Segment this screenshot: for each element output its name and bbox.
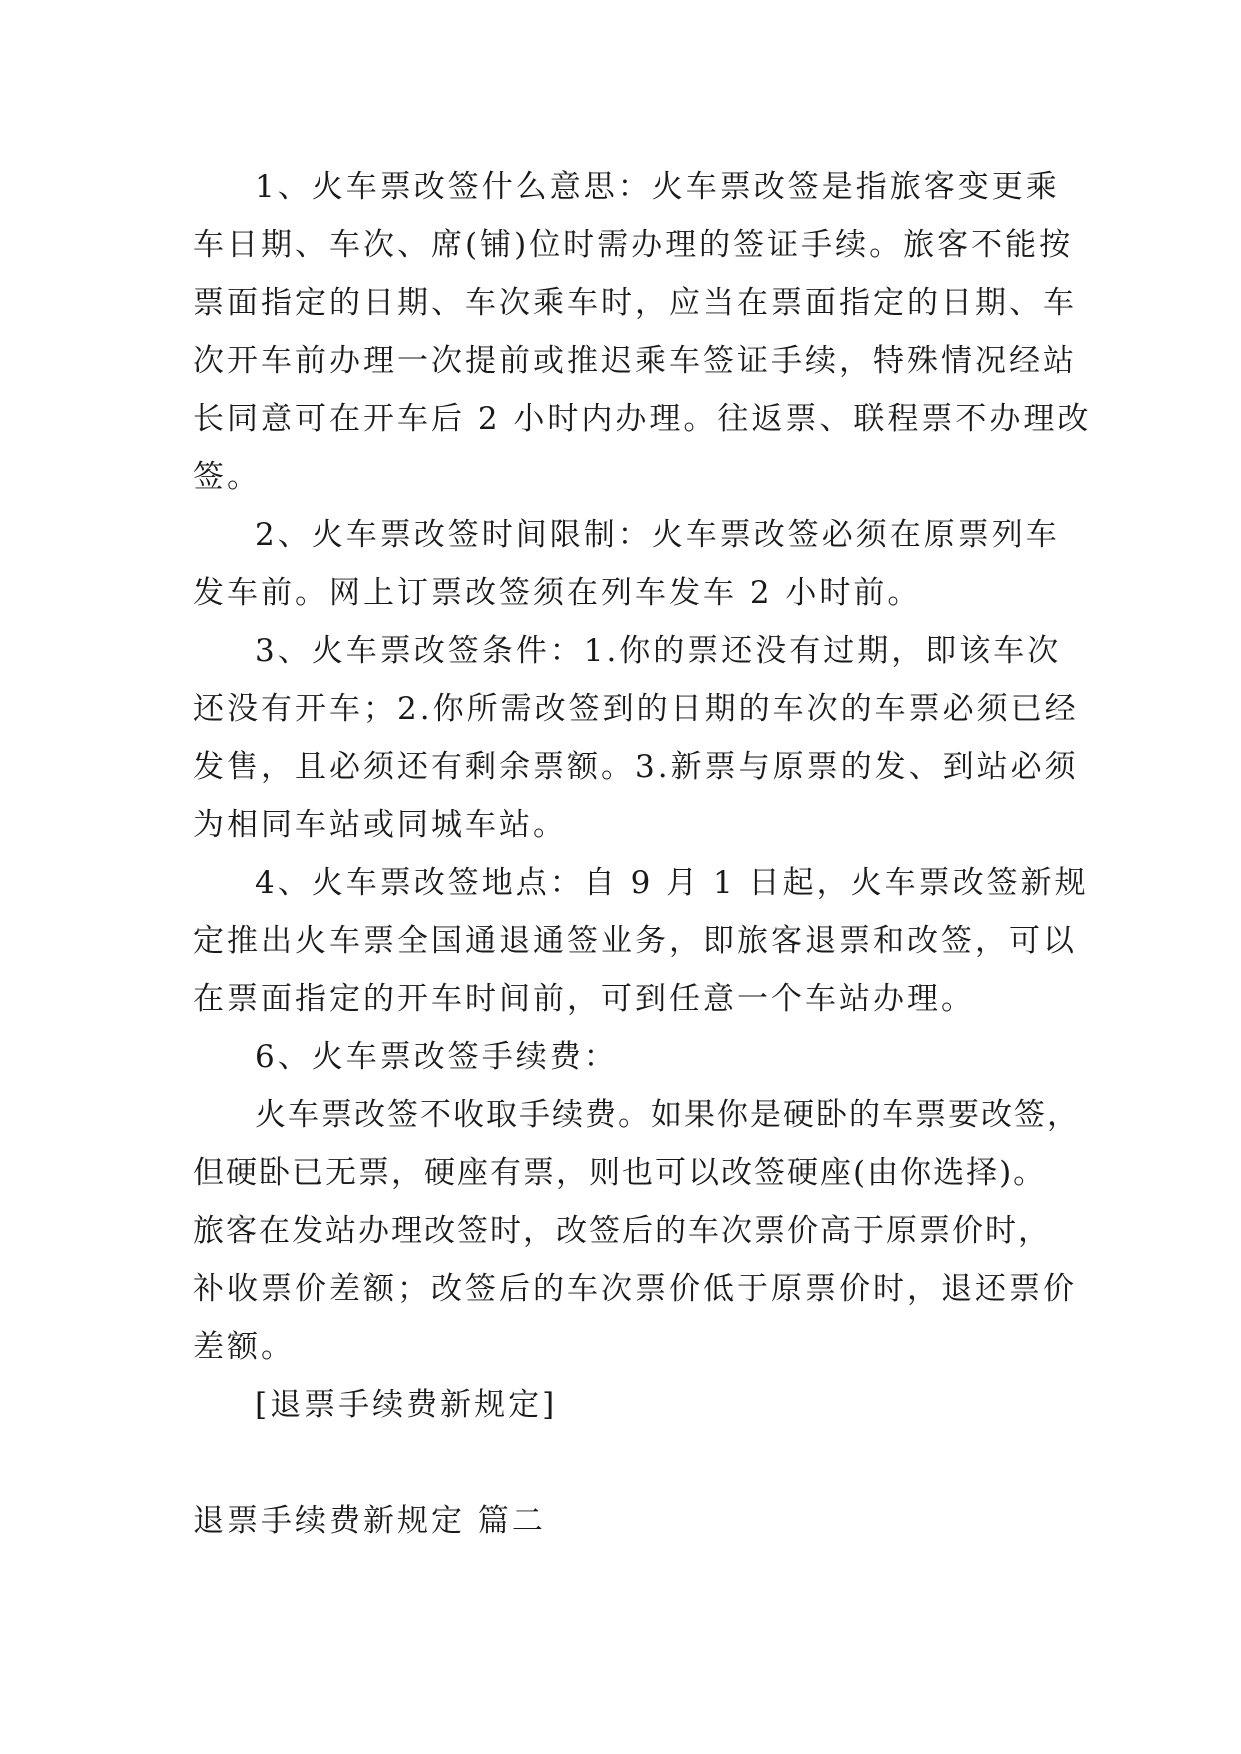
paragraph-1-line-2: 车日期、车次、席(铺)位时需办理的签证手续。旅客不能按 (193, 227, 1074, 263)
paragraph-5-line-1: 6、火车票改签手续费： (255, 1039, 618, 1075)
paragraph-4-line-3: 在票面指定的开车时间前，可到任意一个车站办理。 (193, 981, 975, 1017)
bracketed-reference: [退票手续费新规定] (255, 1387, 558, 1423)
paragraph-6-line-4: 补收票价差额；改签后的车次票价低于原票价时，退还票价 (193, 1271, 1077, 1307)
paragraph-6-line-3: 旅客在发站办理改签时，改签后的车次票价高于原票价时， (193, 1213, 1051, 1249)
paragraph-6-line-5: 差额。 (193, 1329, 295, 1365)
paragraph-1-line-5: 长同意可在开车后 2 小时内办理。往返票、联程票不办理改 (193, 401, 1092, 437)
paragraph-3-line-2: 还没有开车；2.你所需改签到的日期的车次的车票必须已经 (193, 691, 1079, 727)
paragraph-3-line-3: 发售，且必须还有剩余票额。3.新票与原票的发、到站必须 (193, 749, 1079, 785)
paragraph-1-line-1: 1、火车票改签什么意思：火车票改签是指旅客变更乘 (255, 169, 1060, 205)
paragraph-2-line-2: 发车前。网上订票改签须在列车发车 2 小时前。 (193, 575, 922, 611)
paragraph-6-line-1: 火车票改签不收取手续费。如果你是硬卧的车票要改签， (255, 1097, 1080, 1133)
paragraph-4-line-2: 定推出火车票全国通退通签业务，即旅客退票和改签，可以 (193, 923, 1077, 959)
paragraph-1-line-3: 票面指定的日期、车次乘车时，应当在票面指定的日期、车 (193, 285, 1077, 321)
section-heading: 退票手续费新规定 篇二 (193, 1503, 546, 1539)
paragraph-1-line-6: 签。 (193, 459, 261, 495)
paragraph-3-line-1: 3、火车票改签条件：1.你的票还没有过期，即该车次 (255, 633, 1062, 669)
paragraph-6-line-2: 但硬卧已无票，硬座有票，则也可以改签硬座(由你选择)。 (193, 1155, 1047, 1191)
paragraph-4-line-1: 4、火车票改签地点：自 9 月 1 日起，火车票改签新规 (255, 865, 1089, 901)
paragraph-2-line-1: 2、火车票改签时间限制：火车票改签必须在原票列车 (255, 517, 1060, 553)
paragraph-1-line-4: 次开车前办理一次提前或推迟乘车签证手续，特殊情况经站 (193, 343, 1077, 379)
paragraph-3-line-4: 为相同车站或同城车站。 (193, 807, 567, 843)
